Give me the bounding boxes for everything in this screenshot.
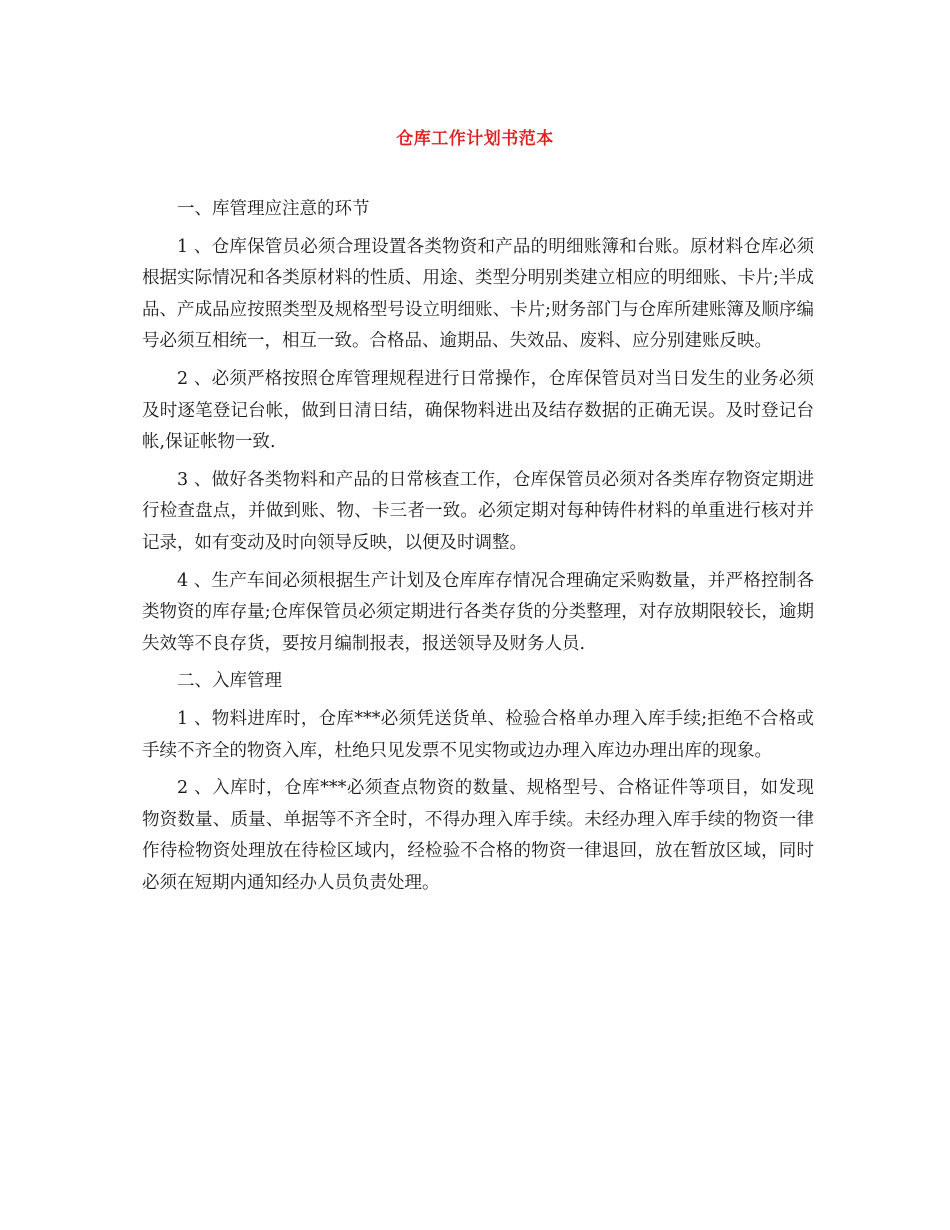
paragraph-1-1: 1 、仓库保管员必须合理设置各类物资和产品的明细账簿和台账。原材料仓库必须根据实际情况和各类原材料的性质、用途、类型分明别类建立相应的明细账、卡片;半成品、产成品应按照类型及规格型号设立明细账、卡片;财务部门与仓库所建账簿及顺序编号必须互相统一，相互一致。合格品、逾期品、失效品、废料、应分别建账反映。 [142,236,814,352]
paragraph-2-1: 1 、物料进库时，仓库***必须凭送货单、检验合格单办理入库手续;拒绝不合格或手续不齐全的物资入库，杜绝只见发票不见实物或边办理入库边办理出库的现象。 [142,708,814,761]
paragraph-1-4: 4 、生产车间必须根据生产计划及仓库库存情况合理确定采购数量，并严格控制各类物资的库存量;仓库保管员必须定期进行各类存货的分类整理，对存放期限较长，逾期失效等不良存货，要按月编制报表，报送领导及财务人员. [142,570,814,654]
document-body [142,194,814,905]
section-heading-1: 一、库管理应注意的环节 [177,199,370,219]
document-title: 仓库工作计划书范本 [396,129,554,149]
paragraph-1-3: 3 、做好各类物料和产品的日常核查工作，仓库保管员必须对各类库存物资定期进行检查盘点，并做到账、物、卡三者一致。必须定期对每种铸件材料的单重进行核对并记录，如有变动及时向领导反映，以便及时调整。 [142,469,814,553]
section-heading-2: 二、入库管理 [177,671,282,692]
paragraph-2-2: 2 、入库时，仓库***必须查点物资的数量、规格型号、合格证件等项目，如发现物资数量、质量、单据等不齐全时，不得办理入库手续。未经办理入库手续的物资一律作待检物资处理放在待检区域内，经检验不合格的物资一律退回，放在暂放区域，同时必须在短期内通知经办人员负责处理。 [142,778,814,893]
paragraph-1-2: 2 、必须严格按照仓库管理规程进行日常操作，仓库保管员对当日发生的业务必须及时逐笔登记台帐，做到日清日结，确保物料进出及结存数据的正确无误。及时登记台帐,保证帐物一致. [142,368,814,453]
